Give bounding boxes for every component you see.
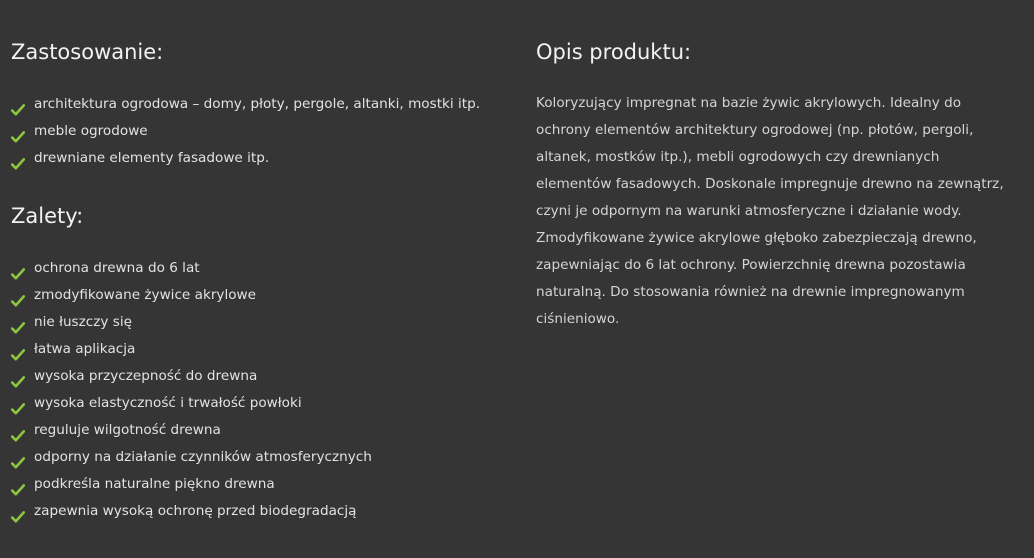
zalety-item (11, 255, 511, 282)
check-icon (11, 398, 25, 410)
zalety-item (11, 444, 511, 471)
zalety-item-label: zapewnia wysoką ochronę przed biodegradacją (34, 503, 357, 519)
check-icon (11, 344, 25, 356)
zastosowanie-item (11, 145, 511, 172)
left-column (11, 38, 511, 525)
zalety-item (11, 282, 511, 309)
check-icon (11, 99, 25, 111)
zalety-item-label: odporny na działanie czynników atmosferycznych (34, 449, 372, 465)
opis-produktu-heading: Opis produktu: (536, 40, 692, 64)
check-icon (11, 126, 25, 138)
zastosowanie-heading: Zastosowanie: (11, 40, 164, 64)
check-icon (11, 153, 25, 165)
zalety-list (11, 255, 511, 525)
zalety-item-label: łatwa aplikacja (34, 341, 136, 357)
zastosowanie-item-label: architektura ogrodowa – domy, płoty, pergole, altanki, mostki itp. (34, 96, 481, 112)
check-icon (11, 263, 25, 275)
zalety-item-label: ochrona drewna do 6 lat (34, 260, 200, 276)
zastosowanie-item-label: meble ogrodowe (34, 123, 148, 139)
zastosowanie-item (11, 118, 511, 145)
check-icon (11, 317, 25, 329)
zalety-item (11, 471, 511, 498)
zastosowanie-item (11, 91, 511, 118)
zalety-heading: Zalety: (11, 204, 84, 228)
zastosowanie-list (11, 91, 511, 172)
zastosowanie-item-label: drewniane elementy fasadowe itp. (34, 150, 270, 166)
check-icon (11, 425, 25, 437)
right-column (536, 38, 1026, 333)
product-description: Koloryzujący impregnat na bazie żywic akrylowych. Idealny do ochrony elementów architektury ogrodowej (np. płotów, pergoli, altanek, mostków itp.), mebli ogrodowych czy drewnianych elementów fasadowych. Doskonale impregnuje drewno na zewnątrz, czyni je odpornym na warunki atmosferyczne i działanie wody. Zmodyfikowane żywice akrylowe głęboko zabezpieczają drewno, zapewniając do 6 lat ochrony. Powierzchnię drewna pozostawia naturalną. Do stosowania również na drewnie impregnowanym ciśnieniowo. (536, 95, 1004, 327)
check-icon (11, 479, 25, 491)
zalety-item (11, 498, 511, 525)
zalety-item (11, 390, 511, 417)
zalety-item-label: wysoka przyczepność do drewna (34, 368, 258, 384)
zalety-item-label: wysoka elastyczność i trwałość powłoki (34, 395, 302, 411)
zalety-item-label: podkreśla naturalne piękno drewna (34, 476, 275, 492)
zalety-item-label: nie łuszczy się (34, 314, 132, 330)
zalety-item (11, 309, 511, 336)
check-icon (11, 452, 25, 464)
zalety-item (11, 363, 511, 390)
zalety-item-label: zmodyfikowane żywice akrylowe (34, 287, 257, 303)
zalety-item-label: reguluje wilgotność drewna (34, 422, 221, 438)
zalety-item (11, 417, 511, 444)
check-icon (11, 371, 25, 383)
zalety-item (11, 336, 511, 363)
check-icon (11, 290, 25, 302)
check-icon (11, 506, 25, 518)
